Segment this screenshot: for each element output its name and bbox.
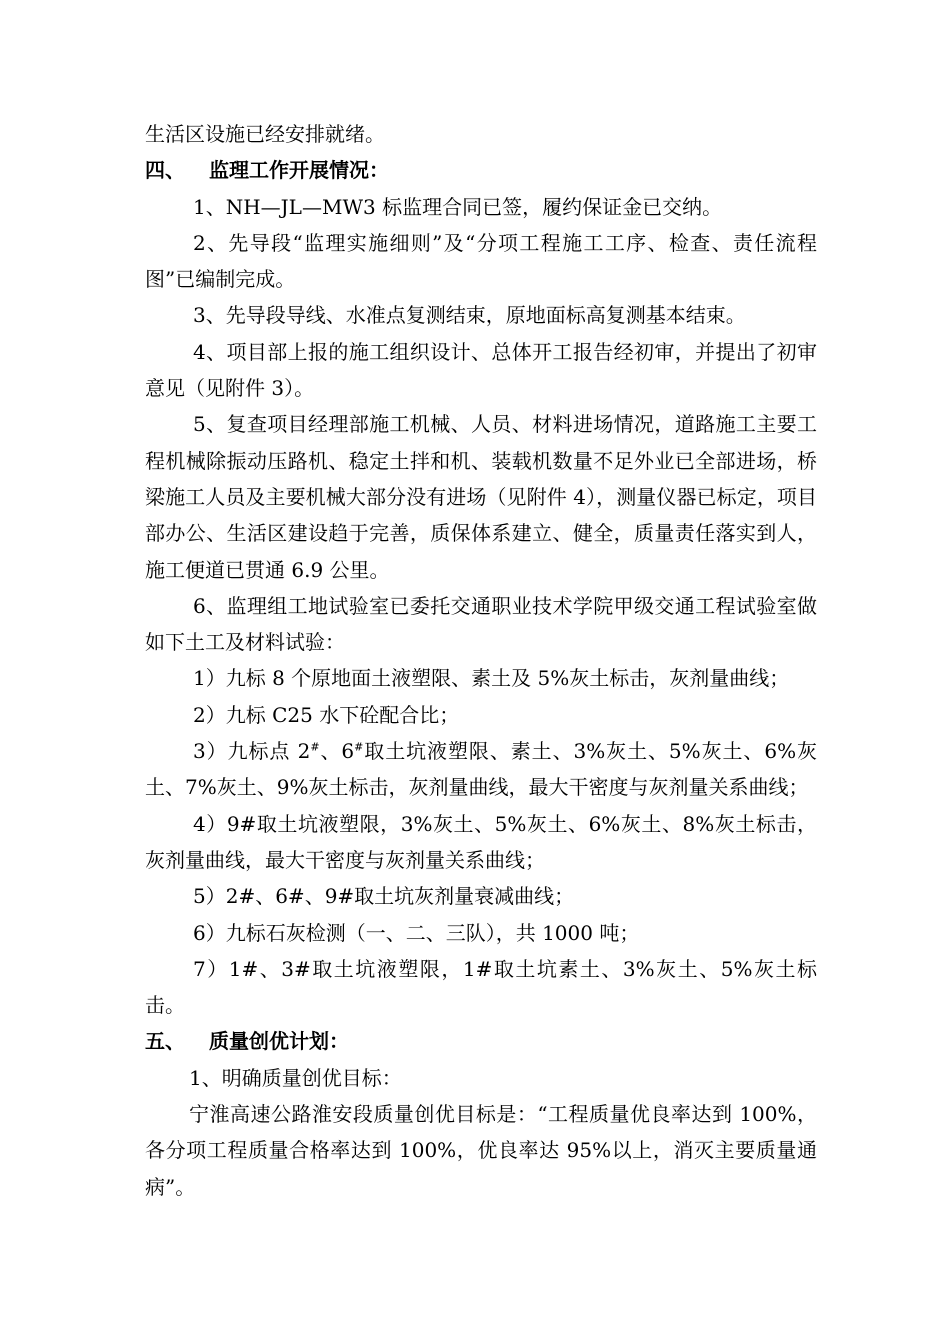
paragraph-item-5: 5、复查项目经理部施工机械、人员、材料进场情况，道路施工主要工程机械除振动压路机、稳定土拌和机、装载机数量不足外业已全部进场，桥梁施工人员及主要机械大部分没有进场（见附件 4），测量仪器已标定，项目部办公、生活区建设趋于完善，质保体系建立、健全，质量责任落实到人，施工便道已贯通 6.9 公里。 bbox=[145, 412, 817, 582]
test-item-3-part-c: 取土坑液塑限、素土、3%灰土、5%灰土、6%灰土、7%灰土、9%灰土标击，灰剂量曲线，最大干密度与灰剂量关系曲线； bbox=[145, 739, 817, 800]
test-item-7: 7）1#、3#取土坑液塑限，1#取土坑素土、3%灰土、5%灰土标击。 bbox=[145, 956, 817, 1018]
paragraph-goal-heading: 1、明确质量创优目标： bbox=[189, 1065, 402, 1090]
test-item-2: 2）九标 C25 水下砼配合比； bbox=[193, 702, 460, 727]
paragraph-item-2: 2、先导段“监理实施细则”及“分项工程施工工序、检查、责任流程图”已编制完成。 bbox=[145, 230, 817, 292]
section-title: 质量创优计划： bbox=[209, 1029, 349, 1054]
section-heading-5 bbox=[145, 1023, 817, 1059]
document-body bbox=[145, 116, 817, 1205]
paragraph-goal-text: 宁淮高速公路淮安段质量创优目标是：“工程质量优良率达到 100%，各分项工程质量合格率达到 100%，优良率达 95%以上，消灭主要质量通病”。 bbox=[145, 1102, 817, 1199]
superscript-hash: # bbox=[354, 740, 364, 754]
test-item-4: 4）9#取土坑液塑限，3%灰土、5%灰土、6%灰土、8%灰土标击，灰剂量曲线，最大干密度与灰剂量关系曲线； bbox=[145, 811, 817, 872]
section-number: 五、 bbox=[145, 1029, 185, 1054]
paragraph-item-1: 1、NH—JL—MW3 标监理合同已签，履约保证金已交纳。 bbox=[193, 194, 723, 219]
test-item-3-part-a: 3）九标点 2 bbox=[193, 739, 311, 764]
superscript-hash: # bbox=[310, 740, 320, 754]
test-item-1: 1）九标 8 个原地面土液塑限、素土及 5%灰土标击，灰剂量曲线； bbox=[193, 666, 790, 691]
section-number: 四、 bbox=[145, 158, 185, 183]
paragraph-item-4: 4、项目部上报的施工组织设计、总体开工报告经初审，并提出了初审意见（见附件 3）。 bbox=[145, 339, 817, 401]
test-item-3-part-b: 、6 bbox=[319, 739, 355, 764]
paragraph-item-6: 6、监理组工地试验室已委托交通职业技术学院甲级交通工程试验室做如下土工及材料试验： bbox=[145, 593, 817, 655]
test-item-3 bbox=[145, 733, 817, 806]
test-item-6: 6）九标石灰检测（一、二、三队），共 1000 吨； bbox=[193, 920, 640, 945]
section-title: 监理工作开展情况： bbox=[209, 158, 389, 183]
paragraph-item-3: 3、先导段导线、水准点复测结束，原地面标高复测基本结束。 bbox=[193, 303, 746, 328]
test-item-5: 5）2#、6#、9#取土坑灰剂量衰减曲线； bbox=[193, 884, 575, 909]
section-heading-4 bbox=[145, 152, 817, 188]
paragraph-continuation: 生活区设施已经安排就绪。 bbox=[145, 122, 385, 146]
